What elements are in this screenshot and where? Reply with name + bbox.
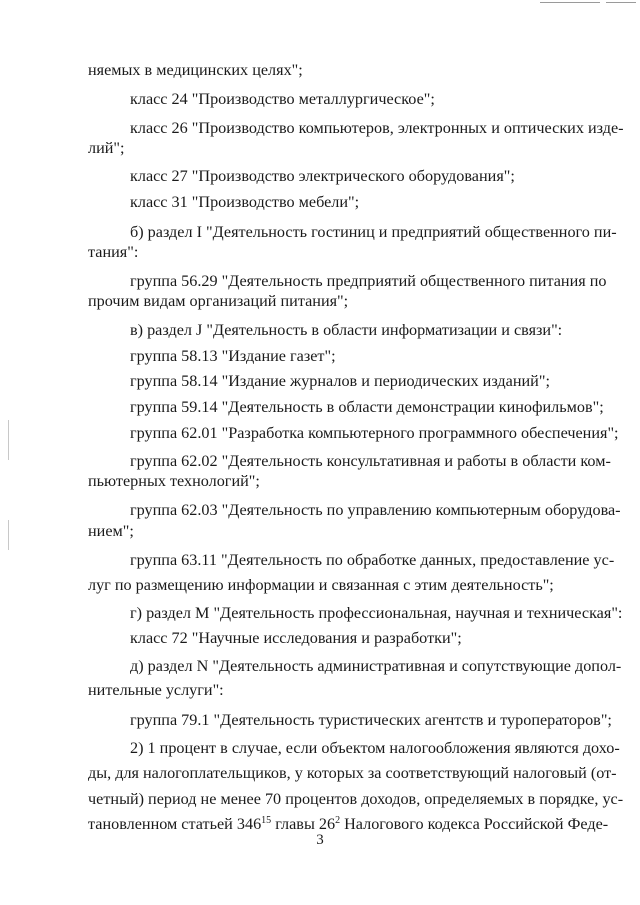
text-line: класс 31 "Производство мебели"; — [130, 193, 360, 211]
text-line: 2) 1 процент в случае, если объектом налогообложения являются дохо- — [130, 739, 620, 757]
text-line: класс 27 "Производство электрического оборудования"; — [130, 167, 515, 185]
text-line: тания": — [88, 243, 139, 261]
text-line: четный) период не менее 70 процентов доходов, определяемых в порядке, ус- — [88, 790, 624, 808]
text-line: ды, для налогоплательщиков, у которых за соответствующий налоговый (от- — [88, 764, 617, 782]
text-line: группа 79.1 "Деятельность туристических агентств и туроператоров"; — [130, 711, 612, 729]
text-line: г) раздел M "Деятельность профессиональная, научная и техническая": — [130, 604, 623, 622]
text-line: д) раздел N "Деятельность административная и сопутствующие допол- — [130, 657, 622, 675]
text-line: класс 72 "Научные исследования и разработки"; — [130, 629, 462, 647]
text-fragment: тановленном статьей 346 — [88, 815, 262, 833]
text-line: группа 58.14 "Издание журналов и периодических изданий"; — [130, 372, 550, 390]
text-line: группа 59.14 "Деятельность в области демонстрации кинофильмов"; — [130, 398, 604, 416]
page-number: 3 — [316, 832, 324, 848]
margin-mark — [8, 520, 9, 550]
text-fragment: Налогового кодекса Российской Феде- — [340, 815, 609, 833]
text-fragment: главы 26 — [271, 815, 336, 833]
superscript: 2 — [335, 815, 341, 826]
text-line: класс 26 "Производство компьютеров, электронных и оптических изде- — [130, 119, 624, 137]
text-line: группа 63.11 "Деятельность по обработке данных, предоставление ус- — [130, 551, 615, 569]
corner-mark — [540, 2, 600, 3]
text-line: прочим видам организаций питания"; — [88, 292, 349, 310]
text-line: нительные услуги": — [88, 681, 224, 699]
text-line: нием"; — [88, 522, 134, 540]
text-line: няемых в медицинских целях"; — [88, 61, 303, 79]
text-line: класс 24 "Производство металлургическое"; — [130, 90, 435, 108]
text-line: б) раздел I "Деятельность гостиниц и предприятий общественного пи- — [130, 223, 617, 241]
text-line: группа 62.01 "Разработка компьютерного программного обеспечения"; — [130, 424, 619, 442]
text-line: луг по размещению информации и связанная с этим деятельность"; — [88, 576, 554, 594]
text-line: лий"; — [88, 139, 125, 157]
text-line: группа 62.03 "Деятельность по управлению компьютерным оборудова- — [130, 501, 621, 519]
text-line: пьютерных технологий"; — [88, 472, 260, 490]
text-line — [88, 814, 609, 834]
text-line: в) раздел J "Деятельность в области информатизации и связи": — [130, 321, 563, 339]
superscript: 15 — [261, 815, 272, 826]
text-line: группа 58.13 "Издание газет"; — [130, 347, 336, 365]
corner-mark — [606, 2, 636, 3]
text-line: группа 56.29 "Деятельность предприятий общественного питания по — [130, 272, 607, 290]
text-line: группа 62.02 "Деятельность консультативная и работы в области ком- — [130, 452, 611, 470]
margin-mark — [8, 420, 9, 460]
